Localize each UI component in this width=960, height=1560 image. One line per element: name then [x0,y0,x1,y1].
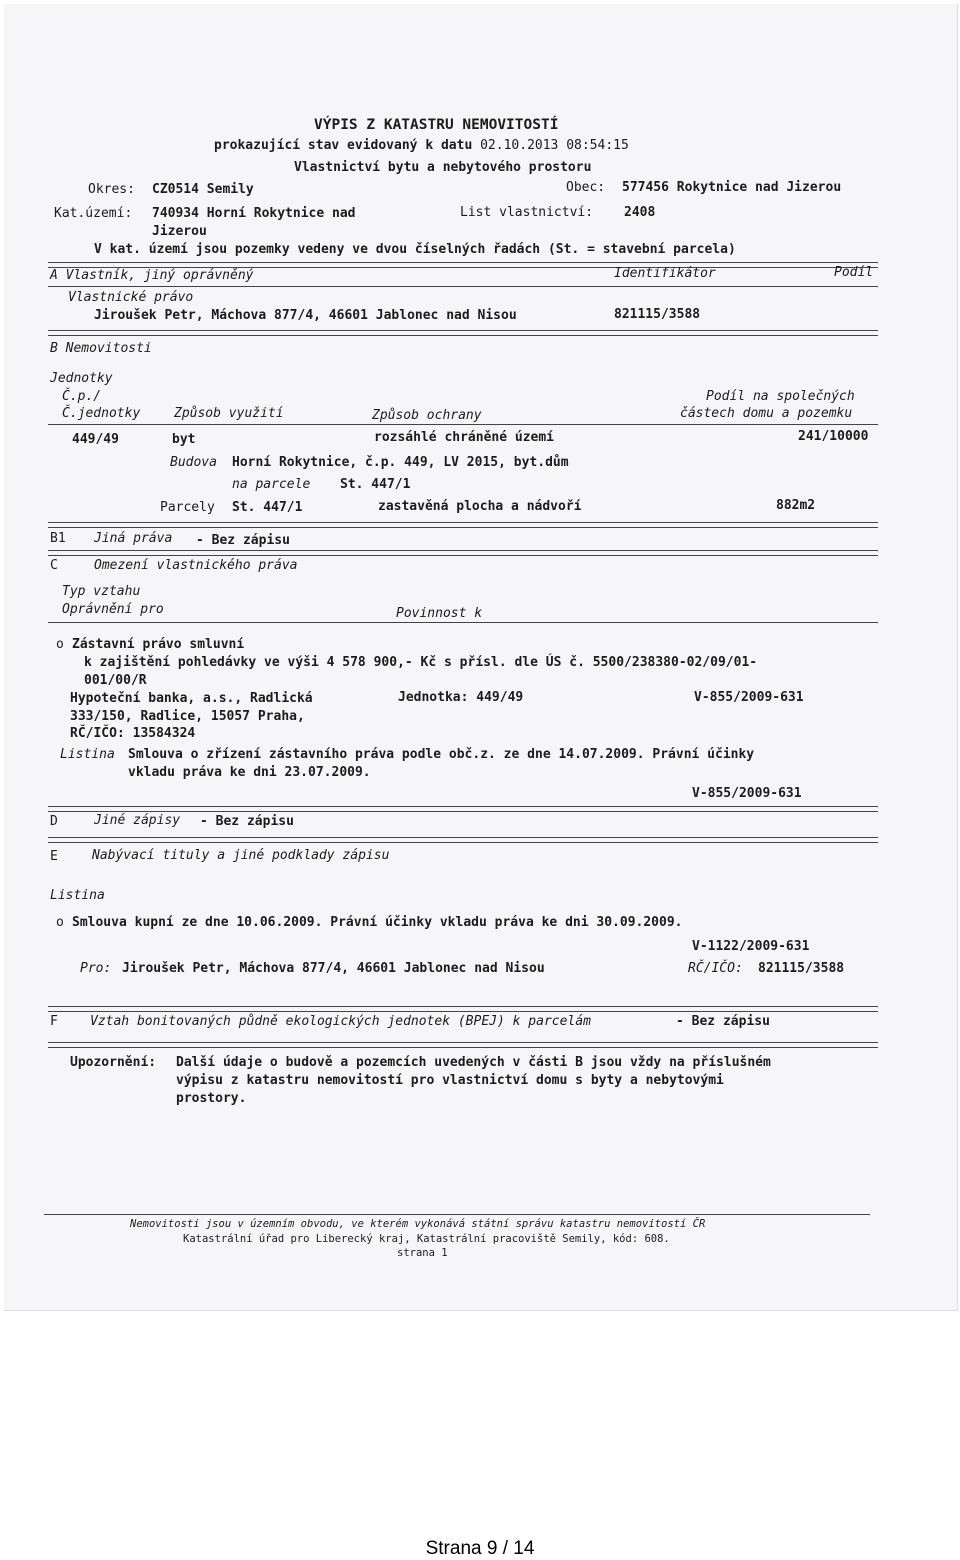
notice-line-2: výpisu z katastru nemovitostí pro vlastnictví domu s byty a nebytovými [176,1073,724,1088]
bullet: o [56,637,64,652]
pro-label: Pro: [80,961,112,976]
unit-protection: rozsáhlé chráněné území [374,430,555,445]
section-f-value: - Bez zápisu [676,1014,770,1029]
section-b1-code: B1 [50,531,66,546]
lien-jednotka: Jednotka: 449/49 [398,690,524,705]
purchase-ref: V-1122/2009-631 [692,939,810,954]
owner-name: Jiroušek Petr, Máchova 877/4, 46601 Jablonec nad Nisou [94,308,517,323]
divider [48,622,878,623]
divider [48,1006,878,1012]
okres-value: CZ0514 Semily [152,182,254,197]
document-title: VÝPIS Z KATASTRU NEMOVITOSTÍ [314,117,559,133]
col-podil: Podíl [834,265,874,280]
section-d-label: Jiné zápisy [94,813,181,828]
kat-value-2: Jizerou [152,224,207,239]
purchase-contract: Smlouva kupní ze dne 10.06.2009. Právní účinky vkladu práva ke dni 30.09.2009. [72,915,683,930]
listina-label: Listina [60,747,115,762]
lien-detail-1: k zajištění pohledávky ve výši 4 578 900,- Kč s přísl. dle ÚS č. 5500/238380-02/09/01- [84,655,758,670]
lien-title: Zástavní právo smluvní [72,637,245,652]
divider [48,330,878,336]
lv-value: 2408 [624,205,656,220]
unit-number: 449/49 [72,432,119,447]
divider [48,522,878,528]
section-f-label: Vztah bonitovaných půdně ekologických jednotek (BPEJ) k parcelám [90,1014,591,1029]
bank-line-2: 333/150, Radlice, 15057 Praha, [70,709,305,724]
obec-label: Obec: [566,180,606,195]
footer-line-2: Katastrální úřad pro Liberecký kraj, Katastrální pracoviště Semily, kód: 608. [183,1233,670,1245]
divider [48,286,878,287]
notice-label: Upozornění: [70,1055,157,1070]
okres-label: Okres: [88,182,135,197]
col-identifikator: Identifikátor [614,266,716,281]
col-cislo-jednotky: Č.jednotky [62,406,141,421]
pro-value: Jiroušek Petr, Máchova 877/4, 46601 Jablonec nad Nisou [122,961,545,976]
footer-page-number: strana 1 [397,1247,448,1259]
lv-label: List vlastnictví: [460,205,594,220]
section-d-value: - Bez zápisu [200,814,294,829]
rc-value: 821115/3588 [758,961,845,976]
lien-ref-1: V-855/2009-631 [694,690,804,705]
typ-vztahu: Typ vztahu [62,584,141,599]
footer-line-1: Nemovitosti jsou v územním obvodu, ve kterém vykonává státní správu katastru nemovitostí ČR [130,1218,706,1230]
notice-line-3: prostory. [176,1091,247,1106]
bank-line-1: Hypoteční banka, a.s., Radlická [70,691,313,706]
jednotky-heading: Jednotky [50,371,113,386]
footer-divider [44,1214,870,1215]
divider [48,837,878,843]
col-podil-2: částech domu a pozemku [680,406,853,421]
col-zpusob-ochrany: Způsob ochrany [372,408,482,423]
bullet: o [56,915,64,930]
owner-identifier: 821115/3588 [614,307,701,322]
listina-line-2: vkladu práva ke dni 23.07.2009. [128,765,371,780]
section-f-code: F [50,1014,58,1029]
divider [48,806,878,812]
opravneni-pro: Oprávnění pro [62,602,164,617]
budova-label: Budova [170,455,217,470]
col-cp: Č.p./ [62,389,102,404]
kat-label: Kat.území: [54,206,133,221]
na-parcele-value: St. 447/1 [340,477,411,492]
povinnost-k: Povinnost k [396,606,483,621]
section-c-code: C [50,558,58,573]
parcely-druh: zastavěná plocha a nádvoří [378,499,582,514]
subtitle-prefix: prokazující stav evidovaný k datu [214,138,473,153]
extract-datetime: 02.10.2013 08:54:15 [480,138,629,153]
bank-line-3: RČ/IČO: 13584324 [70,726,196,741]
col-zpusob-vyuziti: Způsob využití [174,406,284,421]
page-footer: Strana 9 / 14 [425,1538,535,1559]
section-title: Vlastnictví bytu a nebytového prostoru [294,160,592,175]
section-b1-value: - Bez zápisu [196,533,290,548]
na-parcele-label: na parcele [232,477,311,492]
budova-value: Horní Rokytnice, č.p. 449, LV 2015, byt.dům [232,455,569,470]
kat-value: 740934 Horní Rokytnice nad [152,206,356,221]
section-c-label: Omezení vlastnického práva [94,558,298,573]
lien-ref-2: V-855/2009-631 [692,786,802,801]
document-subtitle [214,138,629,154]
parcely-value: St. 447/1 [232,500,303,515]
unit-share: 241/10000 [798,429,869,444]
notice-line-1: Další údaje o budově a pozemcích uvedených v části B jsou vždy na příslušném [176,1055,771,1070]
section-b1-label: Jiná práva [94,531,173,546]
section-d-code: D [50,814,58,829]
section-e-code: E [50,849,58,864]
parcel-series-note: V kat. území jsou pozemky vedeny ve dvou číselných řadách (St. = stavební parcela) [94,242,736,257]
section-b-label: B Nemovitosti [50,341,152,356]
vlastnicke-pravo-heading: Vlastnické právo [68,290,194,305]
section-a-label: A Vlastník, jiný oprávněný [50,268,254,283]
listina-line-1: Smlouva o zřízení zástavního práva podle obč.z. ze dne 14.07.2009. Právní účinky [128,747,755,762]
section-e-label: Nabývací tituly a jiné podklady zápisu [92,848,390,863]
obec-value: 577456 Rokytnice nad Jizerou [622,180,842,195]
divider [48,550,878,556]
section-e-listina: Listina [50,888,105,903]
lien-detail-2: 001/00/R [84,673,147,688]
parcely-label: Parcely [160,500,215,515]
divider [48,1042,878,1048]
divider [48,424,878,425]
rc-label: RČ/IČO: [688,961,743,976]
parcely-vymera: 882m2 [776,498,816,513]
unit-usage: byt [172,432,196,447]
col-podil-1: Podíl na společných [706,389,855,404]
